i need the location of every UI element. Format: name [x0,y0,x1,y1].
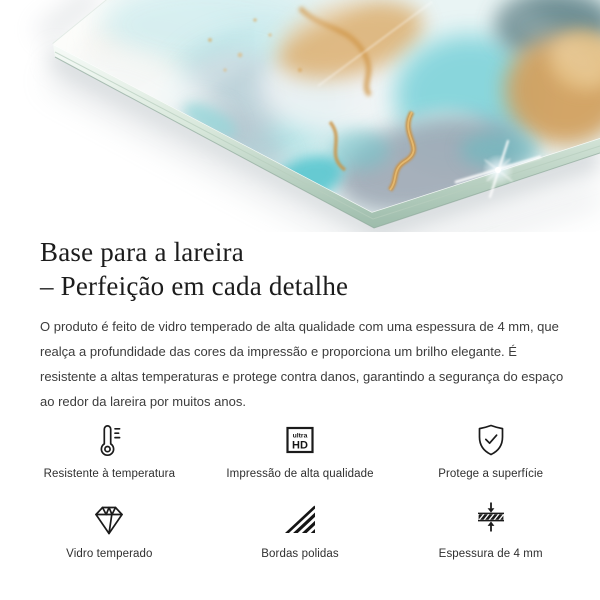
feature-label: Impressão de alta qualidade [226,468,374,480]
feature-label: Resistente à temperatura [43,468,176,480]
feature-label: Vidro temperado [66,548,153,560]
feature-tempered-glass [14,500,205,560]
product-description: O produto é feito de vidro temperado de alta qualidade com uma espessura de 4 mm, que realça a profundidade das cores da impressão e proporciona um brilho elegante. É resistente a altas temperaturas e protege contra danos, garantindo a segurança do espaço ao redor da lareira por muitos anos. [40,319,564,409]
feature-grid [14,420,586,560]
feature-surface-protection [395,420,586,480]
feature-label: Espessura de 4 mm [438,548,543,560]
feature-label: Protege a superfície [438,468,544,480]
svg-text:HD: HD [292,439,308,452]
product-copy [0,235,600,414]
thermometer-icon [89,420,129,462]
glass-panel-artwork [0,0,600,232]
page-title [40,235,574,303]
heading-line-1: Base para a lareira [40,237,244,267]
diamond-icon [89,500,129,542]
thickness-press-icon [471,500,511,542]
feature-label: Bordas polidas [261,548,339,560]
shield-check-icon [471,420,511,462]
feature-thickness [395,500,586,560]
feature-temperature-resistant [14,420,205,480]
ultra-hd-icon [280,420,320,462]
polished-edge-icon [280,500,320,542]
heading-line-2: – Perfeição em cada detalhe [40,271,349,301]
feature-polished-edges [205,500,396,560]
product-image [0,0,600,232]
feature-print-quality [205,420,396,480]
svg-text:ultra: ultra [292,432,308,440]
